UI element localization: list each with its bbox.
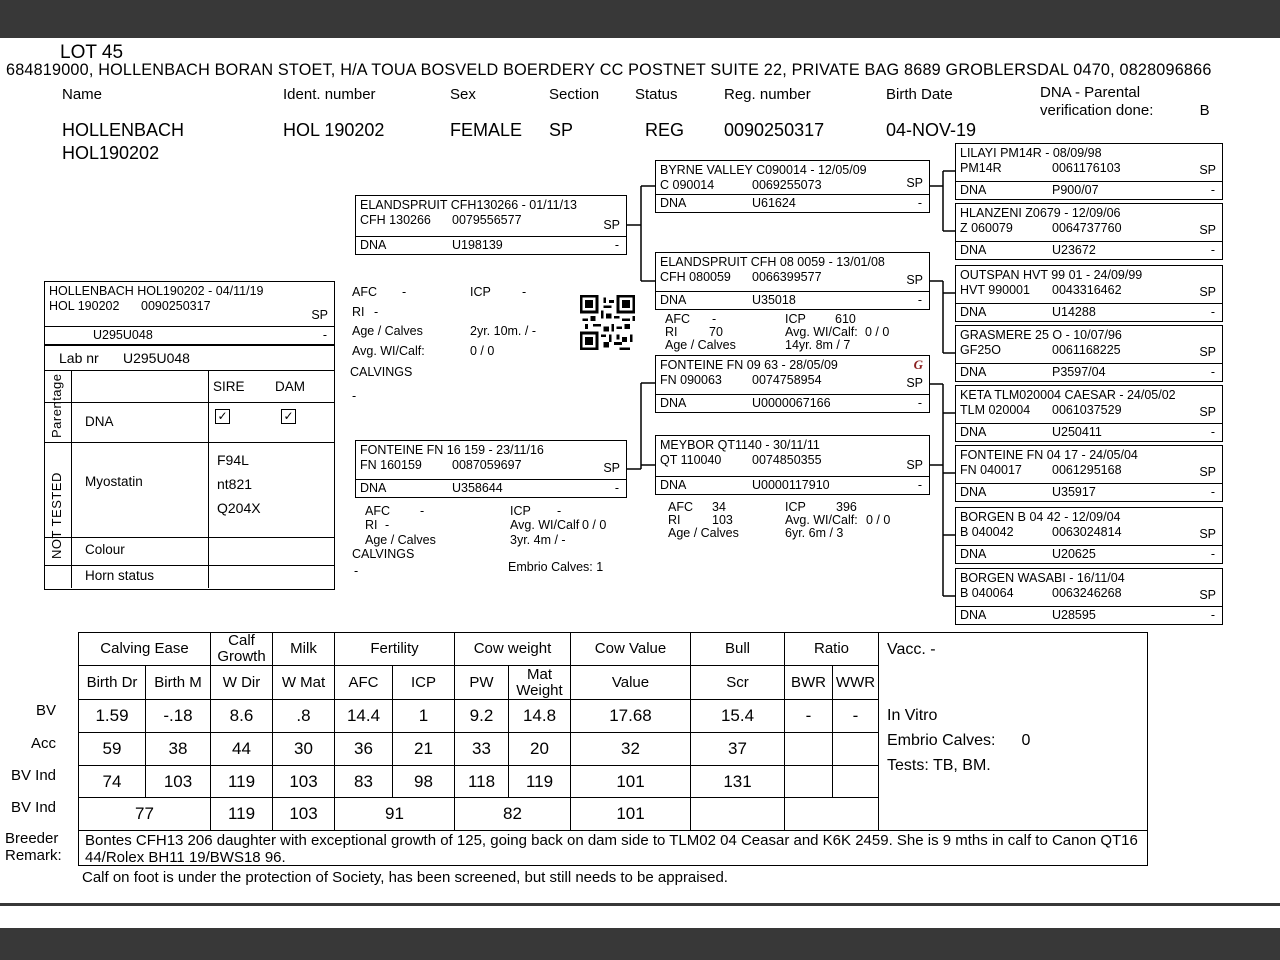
section-code: SP xyxy=(1199,163,1216,177)
animal-name: FONTEINE FN 09 63 - 28/05/09 xyxy=(660,358,838,372)
bv-cell: -.18 xyxy=(146,700,211,733)
bv-cell: 14.8 xyxy=(509,700,571,733)
grid-line xyxy=(45,402,334,403)
dna-verified-value: B xyxy=(1199,102,1210,119)
section-code: SP xyxy=(311,308,328,322)
bv-cell: 8.6 xyxy=(211,700,273,733)
icp-label: ICP xyxy=(510,504,531,518)
sire-column-header: SIRE xyxy=(213,379,245,394)
dash: - xyxy=(917,478,922,492)
bvind-cell xyxy=(785,766,833,798)
icp-value: - xyxy=(522,285,527,299)
bvind-cell: 74 xyxy=(79,766,146,798)
dna-label: DNA xyxy=(360,238,387,252)
acc-cell xyxy=(833,733,879,766)
pedigree-box-dds xyxy=(955,507,1223,564)
acc-cell xyxy=(785,733,833,766)
calvings-label: CALVINGS xyxy=(350,365,413,379)
animal-id: B 040042 xyxy=(960,525,1014,539)
column-header: Birth M xyxy=(146,666,211,700)
column-header: Value xyxy=(571,666,691,700)
breeder-remark-label-line1: Breeder xyxy=(5,830,59,847)
row-label-bvind2: BV Ind xyxy=(10,799,56,816)
section-code: SP xyxy=(1199,285,1216,299)
calvings-label: CALVINGS xyxy=(352,547,415,561)
group-header: Calving Ease xyxy=(79,633,211,666)
pedigree-box-sdd xyxy=(955,325,1223,382)
acc-cell: 32 xyxy=(571,733,691,766)
dna-label: DNA xyxy=(960,305,987,319)
animal-id: HVT 990001 xyxy=(960,283,1030,297)
ri-label: RI xyxy=(668,513,681,527)
embrio-calves: Embrio Calves: 1 xyxy=(508,560,604,574)
bvind-cell: 118 xyxy=(455,766,509,798)
pedigree-box-dam xyxy=(355,440,627,498)
section-code: SP xyxy=(1199,223,1216,237)
animal-reg: 0061176103 xyxy=(1052,161,1121,175)
bv-cell: 1 xyxy=(393,700,455,733)
column-header: W Mat xyxy=(273,666,335,700)
column-header: AFC xyxy=(335,666,393,700)
animal-reg: 0063024814 xyxy=(1052,525,1122,539)
afc-label: AFC xyxy=(668,500,693,514)
icp-value: 396 xyxy=(836,500,857,514)
bv-cell: 9.2 xyxy=(455,700,509,733)
avg-wi-label: Avg. WI/Calf: xyxy=(785,513,858,527)
animal-reg: 0069255073 xyxy=(752,178,822,192)
sire-dam-stats xyxy=(665,312,930,354)
acc-cell: 21 xyxy=(393,733,455,766)
myostatin-value: Q204X xyxy=(217,500,261,516)
acc-cell: 59 xyxy=(79,733,146,766)
dna-row-label: DNA xyxy=(85,414,114,429)
grid-line xyxy=(208,370,209,588)
bv-cell: - xyxy=(785,700,833,733)
section-value: SP xyxy=(549,120,574,140)
not-tested-label: NOT TESTED xyxy=(49,472,64,559)
dna-label: DNA xyxy=(960,365,987,379)
section-code: SP xyxy=(906,176,923,190)
embrio-calves-value: 0 xyxy=(1021,732,1031,749)
acc-cell: 20 xyxy=(509,733,571,766)
animal-reg: 0074758954 xyxy=(752,373,822,387)
afc-value: - xyxy=(402,285,407,299)
ri-value: - xyxy=(385,518,390,532)
dash: - xyxy=(1210,243,1215,257)
bvind-cell xyxy=(833,766,879,798)
dna-value: U28595 xyxy=(1052,608,1096,622)
dna-label: DNA xyxy=(960,425,987,439)
calvings-value: - xyxy=(354,564,359,578)
dna-value: U198139 xyxy=(452,238,503,252)
pedigree-box-sds xyxy=(955,265,1223,322)
animal-name: FONTEINE FN 16 159 - 23/11/16 xyxy=(360,443,544,457)
breeder-remark-label xyxy=(5,830,62,864)
age-calves-value: 2yr. 10m. / - xyxy=(470,324,536,338)
sex-label: Sex xyxy=(450,86,476,103)
bvind2-cell: 101 xyxy=(571,798,691,831)
animal-name: GRASMERE 25 O - 10/07/96 xyxy=(960,328,1122,342)
animal-reg: 0074850355 xyxy=(752,453,822,467)
animal-id: C 090014 xyxy=(660,178,715,192)
pedigree-box-dsd xyxy=(955,445,1223,502)
ri-value: 103 xyxy=(712,513,733,527)
embrio-calves-label: Embrio Calves: xyxy=(887,732,996,749)
animal-name: FONTEINE FN 04 17 - 24/05/04 xyxy=(960,448,1138,462)
dna-value: U0000067166 xyxy=(752,396,831,410)
dash: - xyxy=(917,196,922,210)
afc-label: AFC xyxy=(365,504,390,518)
animal-id: Z 060079 xyxy=(960,221,1013,235)
pedigree-box-dam-sire xyxy=(655,355,930,413)
bvind2-cell: 82 xyxy=(455,798,571,831)
animal-name: HOLLENBACH HOL190202 - 04/11/19 xyxy=(49,284,264,298)
ident-label: Ident. number xyxy=(283,86,376,103)
acc-cell: 44 xyxy=(211,733,273,766)
dash: - xyxy=(917,396,922,410)
dna-value: U35917 xyxy=(1052,485,1096,499)
age-calves-value: 3yr. 4m / - xyxy=(510,533,566,547)
age-calves-value: 6yr. 6m / 3 xyxy=(785,526,844,540)
status-value: REG xyxy=(645,120,685,140)
dna-label: DNA xyxy=(960,608,987,622)
lot-title: LOT 45 xyxy=(60,42,124,63)
ri-value: 70 xyxy=(709,325,723,339)
grid-line xyxy=(45,370,334,371)
lab-nr-label: Lab nr xyxy=(59,350,99,366)
animal-id: FN 160159 xyxy=(360,458,422,472)
animal-id: TLM 020004 xyxy=(960,403,1031,417)
society-crest-icon: G xyxy=(913,357,923,372)
dash: - xyxy=(917,293,922,307)
column-header: W Dir xyxy=(211,666,273,700)
grid-line xyxy=(45,565,334,566)
age-calves-label: Age / Calves xyxy=(665,338,736,352)
group-header: Cow Value xyxy=(571,633,691,666)
column-header: Mat Weight xyxy=(509,666,571,700)
bv-cell: 17.68 xyxy=(571,700,691,733)
dash: - xyxy=(614,238,619,252)
afc-value: - xyxy=(712,312,717,326)
group-header: Ratio xyxy=(785,633,879,666)
animal-id: CFH 130266 xyxy=(360,213,431,227)
column-header: PW xyxy=(455,666,509,700)
grid-line xyxy=(45,537,334,538)
pedigree-box-dam-dam xyxy=(655,435,930,495)
dam-stats xyxy=(352,502,627,582)
dash: - xyxy=(1210,485,1215,499)
acc-cell: 37 xyxy=(691,733,785,766)
afc-value: - xyxy=(420,504,425,518)
animal-reg: 0061037529 xyxy=(1052,403,1122,417)
breeder-remark-label-line2: Remark: xyxy=(5,847,62,864)
acc-cell: 30 xyxy=(273,733,335,766)
animal-reg: 0087059697 xyxy=(452,458,522,472)
bvind2-cell: 119 xyxy=(211,798,273,831)
section-code: SP xyxy=(1199,527,1216,541)
ri-value: - xyxy=(374,305,379,319)
row-label-acc: Acc xyxy=(30,735,56,752)
name-value-line1: HOLLENBACH xyxy=(62,120,185,140)
avg-wi-value: 0 / 0 xyxy=(582,518,607,532)
row-label-bv: BV xyxy=(35,702,56,719)
age-calves-value: 14yr. 8m / 7 xyxy=(785,338,851,352)
animal-name: MEYBOR QT1140 - 30/11/11 xyxy=(660,438,820,452)
dam-dam-stats xyxy=(668,500,933,542)
animal-name: KETA TLM020004 CAESAR - 24/05/02 xyxy=(960,388,1176,402)
column-header: BWR xyxy=(785,666,833,700)
bvind-cell: 119 xyxy=(211,766,273,798)
dna-label: DNA xyxy=(960,183,987,197)
dna-value: U61624 xyxy=(752,196,796,210)
dna-value: U20625 xyxy=(1052,547,1096,561)
dash: - xyxy=(1210,425,1215,439)
dna-verification-line1: DNA - Parental xyxy=(1040,84,1141,101)
animal-name: ELANDSPRUIT CFH130266 - 01/11/13 xyxy=(360,198,578,212)
group-header: Milk xyxy=(273,633,335,666)
age-calves-label: Age / Calves xyxy=(365,533,436,547)
animal-name: BORGEN B 04 42 - 12/09/04 xyxy=(960,510,1121,524)
bv-cell: 1.59 xyxy=(79,700,146,733)
vaccination-info: Vacc. - xyxy=(887,641,936,658)
pedigree-box-ddd xyxy=(955,568,1223,625)
icp-label: ICP xyxy=(785,312,806,326)
animal-name: HLANZENI Z0679 - 12/09/06 xyxy=(960,206,1121,220)
dna-value: U358644 xyxy=(452,481,503,495)
animal-reg: 0066399577 xyxy=(752,270,822,284)
avg-wi-value: 0 / 0 xyxy=(866,513,891,527)
dna-value: P3597/04 xyxy=(1052,365,1106,379)
parentage-label: Parentage xyxy=(49,373,64,439)
avg-wi-label: Avg. WI/Calf: xyxy=(352,344,425,358)
animal-reg: 0079556577 xyxy=(452,213,522,227)
column-header: Birth Dr xyxy=(79,666,146,700)
section-code: SP xyxy=(906,273,923,287)
horn-status-label: Horn status xyxy=(85,568,155,583)
pedigree-box-dss xyxy=(955,385,1223,442)
afc-label: AFC xyxy=(665,312,690,326)
dam-dna-checkbox: ✓ xyxy=(281,409,296,424)
dna-label: DNA xyxy=(660,196,687,210)
avg-wi-label: Avg. WI/Calf: xyxy=(785,325,858,339)
dna-label: DNA xyxy=(360,481,387,495)
name-value-line2: HOL190202 xyxy=(62,143,160,163)
acc-cell: 33 xyxy=(455,733,509,766)
dna-value: U35018 xyxy=(752,293,796,307)
embrio-calves-info xyxy=(887,732,1030,750)
bvind-cell: 101 xyxy=(571,766,691,798)
icp-value: 610 xyxy=(835,312,856,326)
dna-label: DNA xyxy=(960,547,987,561)
dash: - xyxy=(322,328,327,342)
reg-number-label: Reg. number xyxy=(724,86,811,103)
animal-reg: 0063246268 xyxy=(1052,586,1122,600)
breeder-address: 684819000, HOLLENBACH BORAN STOET, H/A TOUA BOSVELD BOERDERY CC POSTNET SUITE 22, PRIVATE BAG 8689 GROBLERSDAL 0470, 0828096866 xyxy=(6,61,1212,79)
birth-date-value: 04-NOV-19 xyxy=(886,120,977,140)
dna-value: U23672 xyxy=(1052,243,1096,257)
dna-value: U14288 xyxy=(1052,305,1096,319)
dna-value: U0000117910 xyxy=(752,478,830,492)
animal-id: HOL 190202 xyxy=(49,299,120,313)
bvind2-cell xyxy=(785,798,879,831)
myostatin-label: Myostatin xyxy=(85,474,143,489)
bvind-cell: 103 xyxy=(146,766,211,798)
section-code: SP xyxy=(603,461,620,475)
animal-name: BYRNE VALLEY C090014 - 12/05/09 xyxy=(660,163,867,177)
animal-name: LILAYI PM14R - 08/09/98 xyxy=(960,146,1102,160)
bv-cell: 14.4 xyxy=(335,700,393,733)
acc-cell: 38 xyxy=(146,733,211,766)
dna-label: DNA xyxy=(960,485,987,499)
ident-value: HOL 190202 xyxy=(283,120,385,140)
breeder-remark-text: Bontes CFH13 206 daughter with exceptional growth of 125, going back on dam side to TLM02 04 Ceasar and K6K 2459. She is 9 mths in calf to Canon QT16 44/Rolex BH11 19/BWS18 96. xyxy=(79,830,1147,865)
dna-verification-line2-text: verification done: xyxy=(1040,102,1154,119)
bv-cell: - xyxy=(833,700,879,733)
animal-reg: 0043316462 xyxy=(1052,283,1122,297)
avg-wi-label: Avg. WI/Calf xyxy=(510,518,580,532)
reg-number-value: 0090250317 xyxy=(724,120,825,140)
pedigree-box-sire-sire xyxy=(655,160,930,213)
status-label: Status xyxy=(635,86,678,103)
animal-reg: 0061295168 xyxy=(1052,463,1122,477)
group-header: Calf Growth xyxy=(211,633,273,666)
icp-label: ICP xyxy=(470,285,491,299)
sire-dna-checkbox: ✓ xyxy=(215,409,230,424)
sex-value: FEMALE xyxy=(450,120,523,140)
name-label: Name xyxy=(62,86,103,103)
breeding-values-table xyxy=(78,632,879,831)
column-header: Scr xyxy=(691,666,785,700)
animal-name: ELANDSPRUIT CFH 08 0059 - 13/01/08 xyxy=(660,255,885,269)
age-calves-label: Age / Calves xyxy=(352,324,423,338)
calvings-value: - xyxy=(352,389,357,403)
row-label-bvind: BV Ind xyxy=(10,767,56,784)
section-code: SP xyxy=(1199,345,1216,359)
dna-value: P900/07 xyxy=(1052,183,1099,197)
section-code: SP xyxy=(906,376,923,390)
dash: - xyxy=(1210,365,1215,379)
animal-id: FN 090063 xyxy=(660,373,722,387)
avg-wi-value: 0 / 0 xyxy=(470,344,495,358)
grid-line xyxy=(45,442,334,443)
dash: - xyxy=(1210,183,1215,197)
bvind-cell: 98 xyxy=(393,766,455,798)
animal-name: OUTSPAN HVT 99 01 - 24/09/99 xyxy=(960,268,1143,282)
dash: - xyxy=(1210,305,1215,319)
dash: - xyxy=(1210,608,1215,622)
bvind2-cell xyxy=(691,798,785,831)
section-label: Section xyxy=(549,86,600,103)
afc-value: 34 xyxy=(712,500,726,514)
bvind2-cell: 103 xyxy=(273,798,335,831)
dna-label: DNA xyxy=(960,243,987,257)
dna-label: DNA xyxy=(660,396,687,410)
bottom-panel xyxy=(78,632,1148,866)
ri-label: RI xyxy=(665,325,678,339)
dna-label: DNA xyxy=(660,293,687,307)
dna-value: U295U048 xyxy=(93,328,153,342)
bvind2-cell: 77 xyxy=(79,798,211,831)
animal-name: BORGEN WASABI - 16/11/04 xyxy=(960,571,1125,585)
animal-reg: 0064737760 xyxy=(1052,221,1122,235)
acc-cell: 36 xyxy=(335,733,393,766)
bv-cell: 15.4 xyxy=(691,700,785,733)
animal-reg: 0061168225 xyxy=(1052,343,1121,357)
animal-id: GF25O xyxy=(960,343,1001,357)
bvind2-cell: 91 xyxy=(335,798,455,831)
afc-label: AFC xyxy=(352,285,377,299)
group-header: Fertility xyxy=(335,633,455,666)
group-header: Bull xyxy=(691,633,785,666)
column-header: WWR xyxy=(833,666,879,700)
section-code: SP xyxy=(906,458,923,472)
footnote: Calf on foot is under the protection of Society, has been screened, but still needs to be appraised. xyxy=(82,869,728,886)
tests-info: Tests: TB, BM. xyxy=(887,757,991,774)
dna-value: U250411 xyxy=(1052,425,1102,439)
animal-reg: 0090250317 xyxy=(141,299,211,313)
pedigree-box-sss xyxy=(955,143,1223,200)
in-vitro-info: In Vitro xyxy=(887,707,938,724)
dna-label: DNA xyxy=(660,478,687,492)
bvind-cell: 131 xyxy=(691,766,785,798)
animal-id: B 040064 xyxy=(960,586,1014,600)
dash: - xyxy=(614,481,619,495)
section-code: SP xyxy=(1199,405,1216,419)
ri-label: RI xyxy=(365,518,378,532)
bvind-cell: 83 xyxy=(335,766,393,798)
group-header: Cow weight xyxy=(455,633,571,666)
lab-nr-value: U295U048 xyxy=(123,350,190,366)
ri-label: RI xyxy=(352,305,365,319)
pedigree-box-sire xyxy=(355,195,627,255)
bvind-cell: 119 xyxy=(509,766,571,798)
animal-id: QT 110040 xyxy=(660,453,722,467)
section-code: SP xyxy=(603,218,620,232)
icp-value: - xyxy=(557,504,562,518)
icp-label: ICP xyxy=(785,500,806,514)
section-code: SP xyxy=(1199,465,1216,479)
pedigree-box-animal xyxy=(44,281,335,345)
qr-code xyxy=(580,295,635,350)
animal-id: FN 040017 xyxy=(960,463,1022,477)
colour-label: Colour xyxy=(85,542,125,557)
lab-tests-box xyxy=(44,345,335,590)
myostatin-value: F94L xyxy=(217,452,249,468)
birth-date-label: Birth Date xyxy=(886,86,953,103)
age-calves-label: Age / Calves xyxy=(668,526,739,540)
bv-cell: .8 xyxy=(273,700,335,733)
grid-line xyxy=(71,370,72,588)
animal-id: CFH 080059 xyxy=(660,270,731,284)
pedigree-box-sire-dam xyxy=(655,252,930,310)
avg-wi-value: 0 / 0 xyxy=(865,325,890,339)
column-header: ICP xyxy=(393,666,455,700)
section-code: SP xyxy=(1199,588,1216,602)
bvind-cell: 103 xyxy=(273,766,335,798)
dash: - xyxy=(1210,547,1215,561)
animal-id: PM14R xyxy=(960,161,1002,175)
pedigree-box-ssd xyxy=(955,203,1223,260)
dam-column-header: DAM xyxy=(275,379,305,394)
myostatin-value: nt821 xyxy=(217,476,253,492)
